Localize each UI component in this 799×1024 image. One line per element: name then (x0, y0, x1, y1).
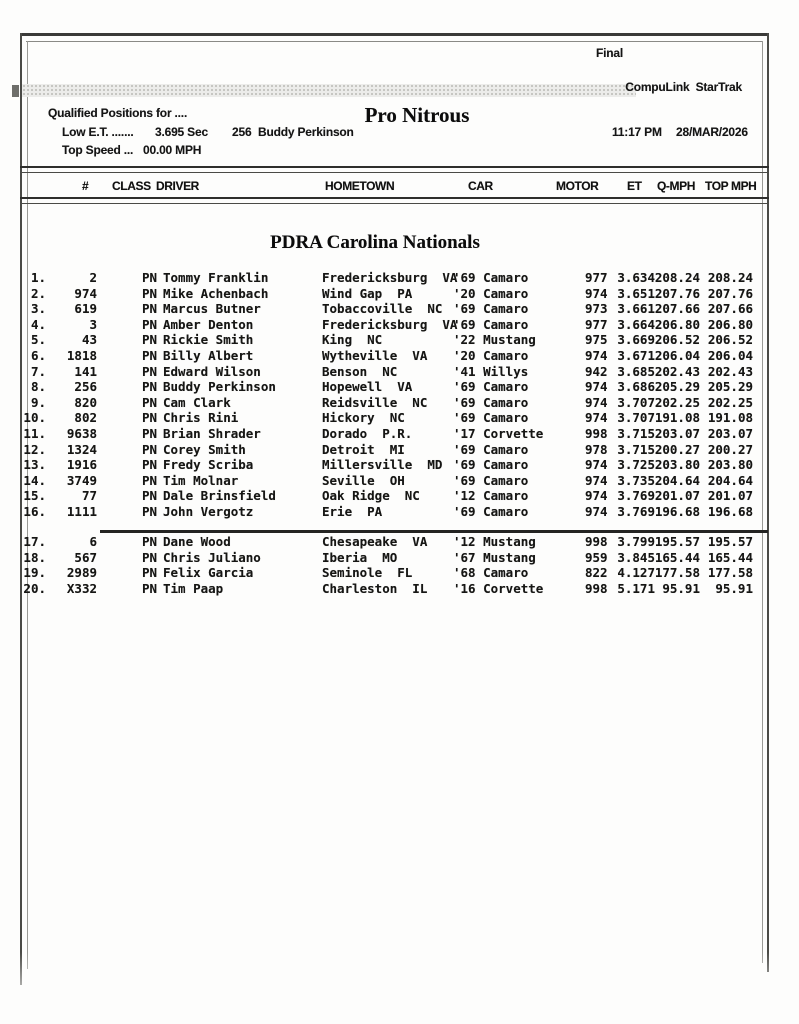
row-hometown: Seminole FL (322, 565, 413, 581)
qualified-positions-label: Qualified Positions for .... (48, 106, 188, 120)
row-class: PN (142, 503, 158, 519)
row-class: PN (142, 549, 158, 565)
row-qmph: 191.08 (654, 410, 700, 426)
row-car: '20 Camaro (453, 285, 529, 301)
row-et: 3.669 (617, 332, 655, 348)
row-car-number: 256 (74, 379, 97, 395)
row-position: 16. (23, 503, 46, 519)
row-class: PN (142, 457, 158, 473)
row-car-number: 1324 (66, 441, 97, 457)
table-row (0, 488, 799, 504)
row-motor: 973 (585, 301, 608, 317)
row-topmph: 200.27 (707, 441, 753, 457)
row-topmph: 203.07 (707, 425, 753, 441)
table-row (0, 457, 799, 473)
row-hometown: Erie PA (322, 503, 383, 519)
row-qmph: 207.66 (654, 301, 700, 317)
print-time: 11:17 PM (612, 125, 662, 139)
page-border-top-inner (26, 41, 763, 42)
row-class: PN (142, 270, 158, 285)
table-row (0, 504, 799, 520)
col-header-hometown: HOMETOWN (325, 179, 395, 193)
table-row (0, 581, 799, 597)
top-speed-value: 00.00 MPH (143, 143, 202, 157)
row-motor: 975 (585, 332, 608, 348)
col-header-number: # (82, 179, 89, 193)
row-et: 3.671 (617, 347, 655, 363)
row-car: '69 Camaro (453, 394, 529, 410)
row-car-number: 3 (89, 316, 97, 332)
row-qmph: 200.27 (654, 441, 700, 457)
row-topmph: 195.57 (707, 534, 753, 549)
row-topmph: 207.76 (707, 285, 753, 301)
row-motor: 998 (585, 534, 608, 549)
header-rule-bottom (20, 197, 769, 204)
table-row (0, 301, 799, 317)
row-car-number: 619 (74, 301, 97, 317)
row-car: '16 Corvette (453, 580, 544, 596)
row-qmph: 165.44 (654, 549, 700, 565)
row-et: 3.735 (617, 472, 655, 488)
row-topmph: 202.25 (707, 394, 753, 410)
row-car-number: 6 (89, 534, 97, 549)
row-topmph: 177.58 (707, 565, 753, 581)
row-motor: 998 (585, 425, 608, 441)
scan-fade (0, 952, 799, 1024)
row-hometown: Seville OH (322, 472, 405, 488)
row-et: 3.769 (617, 488, 655, 504)
table-row (0, 410, 799, 426)
table-row (0, 550, 799, 566)
row-driver: Marcus Butner (163, 301, 261, 317)
row-driver: Rickie Smith (163, 332, 254, 348)
row-motor: 974 (585, 394, 608, 410)
row-class: PN (142, 394, 158, 410)
row-class: PN (142, 379, 158, 395)
row-hometown: Fredericksburg VA (322, 270, 458, 285)
row-hometown: Millersville MD (322, 457, 443, 473)
row-driver: Dane Wood (163, 534, 231, 549)
table-row (0, 348, 799, 364)
row-qmph: 208.24 (654, 270, 700, 285)
row-et: 3.634 (617, 270, 655, 285)
scan-mark (12, 85, 19, 97)
row-topmph: 95.91 (715, 580, 753, 596)
row-car-number: 1818 (66, 347, 97, 363)
row-car-number: 974 (74, 285, 97, 301)
qualified-rows (0, 270, 799, 520)
row-position: 6. (30, 347, 46, 363)
row-car-number: 9638 (66, 425, 97, 441)
row-car: '17 Corvette (453, 425, 544, 441)
row-et: 3.707 (617, 410, 655, 426)
row-motor: 942 (585, 363, 608, 379)
row-position: 13. (23, 457, 46, 473)
row-hometown: Wytheville VA (322, 347, 428, 363)
row-car: '22 Mustang (453, 332, 536, 348)
row-motor: 974 (585, 503, 608, 519)
row-car: '20 Camaro (453, 347, 529, 363)
row-hometown: King NC (322, 332, 383, 348)
row-qmph: 204.64 (654, 472, 700, 488)
row-car-number: 141 (74, 363, 97, 379)
row-car-number: 1916 (66, 457, 97, 473)
top-speed-label: Top Speed ... (62, 143, 134, 157)
row-car-number: 43 (81, 332, 97, 348)
col-header-topmph: TOP MPH (705, 179, 757, 193)
row-topmph: 201.07 (707, 488, 753, 504)
row-hometown: Iberia MO (322, 549, 398, 565)
row-hometown: Fredericksburg VA (322, 316, 458, 332)
row-qmph: 203.07 (654, 425, 700, 441)
row-qmph: 206.52 (654, 332, 700, 348)
row-driver: Chris Juliano (163, 549, 261, 565)
row-et: 3.685 (617, 363, 655, 379)
row-car-number: 3749 (66, 472, 97, 488)
row-position: 12. (23, 441, 46, 457)
row-class: PN (142, 347, 158, 363)
row-position: 15. (23, 488, 46, 504)
row-et: 3.725 (617, 457, 655, 473)
col-header-car: CAR (468, 179, 493, 193)
row-car: '69 Camaro (453, 410, 529, 426)
row-position: 1. (30, 270, 46, 285)
row-qmph: 201.07 (654, 488, 700, 504)
col-header-driver: DRIVER (156, 179, 199, 193)
row-class: PN (142, 488, 158, 504)
row-driver: Mike Achenbach (163, 285, 269, 301)
row-driver: Brian Shrader (163, 425, 261, 441)
row-qmph: 196.68 (654, 503, 700, 519)
row-position: 5. (30, 332, 46, 348)
table-row (0, 426, 799, 442)
row-motor: 974 (585, 347, 608, 363)
row-qmph: 202.43 (654, 363, 700, 379)
row-class: PN (142, 410, 158, 426)
row-et: 5.171 (617, 580, 655, 596)
col-header-et: ET (627, 179, 642, 193)
row-motor: 959 (585, 549, 608, 565)
row-car: '12 Mustang (453, 534, 536, 549)
row-class: PN (142, 301, 158, 317)
row-car-number: 2989 (66, 565, 97, 581)
row-topmph: 205.29 (707, 379, 753, 395)
row-hometown: Tobaccoville NC (322, 301, 443, 317)
row-class: PN (142, 332, 158, 348)
row-car: '67 Mustang (453, 549, 536, 565)
row-motor: 998 (585, 580, 608, 596)
row-car: '69 Camaro (453, 270, 529, 285)
row-driver: Cam Clark (163, 394, 231, 410)
row-hometown: Detroit MI (322, 441, 405, 457)
row-hometown: Oak Ridge NC (322, 488, 420, 504)
row-motor: 974 (585, 488, 608, 504)
row-qmph: 203.80 (654, 457, 700, 473)
row-position: 8. (30, 379, 46, 395)
row-driver: Billy Albert (163, 347, 254, 363)
row-driver: John Vergotz (163, 503, 254, 519)
col-header-qmph: Q-MPH (657, 179, 695, 193)
row-et: 3.715 (617, 425, 655, 441)
low-et-holder-number: 256 (232, 125, 252, 139)
row-qmph: 195.57 (654, 534, 700, 549)
row-car: '69 Camaro (453, 472, 529, 488)
row-class: PN (142, 425, 158, 441)
table-row (0, 317, 799, 333)
row-car: '41 Willys (453, 363, 529, 379)
table-row (0, 364, 799, 380)
row-position: 2. (30, 285, 46, 301)
low-et-holder-name: Buddy Perkinson (258, 125, 354, 139)
table-row (0, 395, 799, 411)
row-car-number: 77 (81, 488, 97, 504)
row-driver: Amber Denton (163, 316, 254, 332)
row-et: 3.661 (617, 301, 655, 317)
row-class: PN (142, 565, 158, 581)
print-date: 28/MAR/2026 (676, 125, 748, 139)
row-et: 4.127 (617, 565, 655, 581)
row-car-number: 1111 (66, 503, 97, 519)
row-car-number: 802 (74, 410, 97, 426)
row-position: 10. (23, 410, 46, 426)
row-topmph: 206.04 (707, 347, 753, 363)
row-motor: 974 (585, 457, 608, 473)
row-hometown: Chesapeake VA (322, 534, 428, 549)
row-position: 7. (30, 363, 46, 379)
brand-label: CompuLink StarTrak (625, 80, 742, 94)
col-header-motor: MOTOR (556, 179, 599, 193)
row-driver: Chris Rini (163, 410, 239, 426)
col-header-class: CLASS (112, 179, 151, 193)
row-motor: 977 (585, 316, 608, 332)
row-et: 3.651 (617, 285, 655, 301)
row-driver: Buddy Perkinson (163, 379, 276, 395)
row-car: '69 Camaro (453, 441, 529, 457)
table-row (0, 270, 799, 286)
row-class: PN (142, 441, 158, 457)
row-topmph: 208.24 (707, 270, 753, 285)
row-driver: Corey Smith (163, 441, 246, 457)
row-motor: 974 (585, 285, 608, 301)
table-row (0, 442, 799, 458)
row-qmph: 202.25 (654, 394, 700, 410)
row-car: '69 Camaro (453, 457, 529, 473)
row-topmph: 165.44 (707, 549, 753, 565)
row-driver: Tim Paap (163, 580, 224, 596)
row-motor: 974 (585, 410, 608, 426)
row-qmph: 205.29 (654, 379, 700, 395)
page-border-top (20, 33, 769, 36)
table-row (0, 286, 799, 302)
row-driver: Tommy Franklin (163, 270, 269, 285)
row-qmph: 207.76 (654, 285, 700, 301)
row-position: 19. (23, 565, 46, 581)
row-hometown: Reidsville NC (322, 394, 428, 410)
row-qmph: 95.91 (662, 580, 700, 596)
row-et: 3.845 (617, 549, 655, 565)
table-row (0, 473, 799, 489)
row-class: PN (142, 363, 158, 379)
row-car: '68 Camaro (453, 565, 529, 581)
row-car-number: 567 (74, 549, 97, 565)
row-driver: Fredy Scriba (163, 457, 254, 473)
row-topmph: 204.64 (707, 472, 753, 488)
row-car-number: X332 (66, 580, 97, 596)
row-qmph: 177.58 (654, 565, 700, 581)
row-topmph: 196.68 (707, 503, 753, 519)
row-class: PN (142, 316, 158, 332)
row-car: '69 Camaro (453, 301, 529, 317)
row-position: 20. (23, 580, 46, 596)
table-row (0, 379, 799, 395)
row-car-number: 2 (89, 270, 97, 285)
final-status-label: Final (596, 46, 624, 60)
row-qmph: 206.80 (654, 316, 700, 332)
row-position: 17. (23, 534, 46, 549)
low-et-value: 3.695 Sec (155, 125, 208, 139)
row-driver: Tim Molnar (163, 472, 239, 488)
row-hometown: Hopewell VA (322, 379, 413, 395)
row-motor: 977 (585, 270, 608, 285)
row-hometown: Wind Gap PA (322, 285, 413, 301)
row-motor: 822 (585, 565, 608, 581)
row-hometown: Charleston IL (322, 580, 428, 596)
halftone-band (22, 84, 636, 97)
low-et-label: Low E.T. ....... (62, 125, 134, 139)
row-hometown: Benson NC (322, 363, 398, 379)
row-position: 9. (30, 394, 46, 410)
class-title: Pro Nitrous (364, 103, 470, 127)
row-et: 3.686 (617, 379, 655, 395)
row-position: 3. (30, 301, 46, 317)
row-position: 14. (23, 472, 46, 488)
table-row (0, 534, 799, 550)
row-class: PN (142, 580, 158, 596)
row-class: PN (142, 534, 158, 549)
row-topmph: 206.80 (707, 316, 753, 332)
row-driver: Dale Brinsfield (163, 488, 276, 504)
row-position: 18. (23, 549, 46, 565)
row-position: 11. (23, 425, 46, 441)
row-driver: Edward Wilson (163, 363, 261, 379)
row-motor: 974 (585, 472, 608, 488)
row-topmph: 207.66 (707, 301, 753, 317)
row-car: '69 Camaro (453, 379, 529, 395)
row-car: '69 Camaro (453, 316, 529, 332)
non-qualified-rows (0, 534, 799, 596)
row-topmph: 203.80 (707, 457, 753, 473)
row-topmph: 191.08 (707, 410, 753, 426)
row-et: 3.769 (617, 503, 655, 519)
row-position: 4. (30, 316, 46, 332)
qualifying-bump-line (100, 530, 768, 533)
row-hometown: Hickory NC (322, 410, 405, 426)
row-topmph: 206.52 (707, 332, 753, 348)
row-class: PN (142, 285, 158, 301)
row-motor: 978 (585, 441, 608, 457)
row-et: 3.799 (617, 534, 655, 549)
row-driver: Felix Garcia (163, 565, 254, 581)
table-row (0, 332, 799, 348)
row-et: 3.664 (617, 316, 655, 332)
event-title: PDRA Carolina Nationals (270, 232, 480, 253)
row-motor: 974 (585, 379, 608, 395)
row-class: PN (142, 472, 158, 488)
row-car-number: 820 (74, 394, 97, 410)
table-row (0, 565, 799, 581)
row-car: '12 Camaro (453, 488, 529, 504)
header-rule-top (20, 166, 769, 173)
row-hometown: Dorado P.R. (322, 425, 413, 441)
row-qmph: 206.04 (654, 347, 700, 363)
row-et: 3.707 (617, 394, 655, 410)
row-et: 3.715 (617, 441, 655, 457)
row-car: '69 Camaro (453, 503, 529, 519)
row-topmph: 202.43 (707, 363, 753, 379)
